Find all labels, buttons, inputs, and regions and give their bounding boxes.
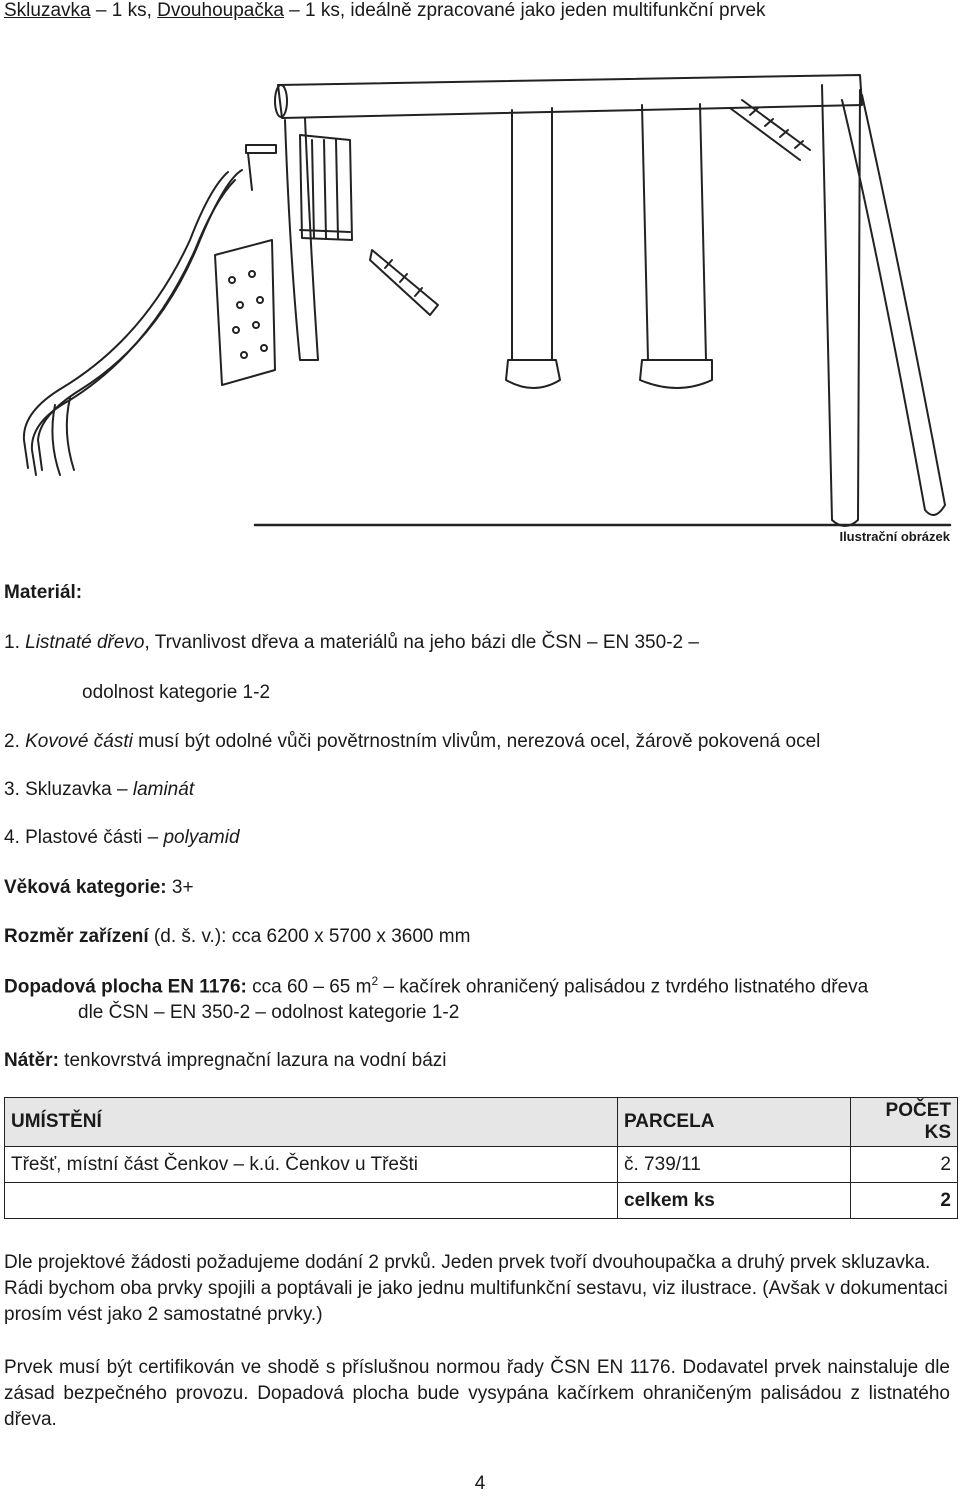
material-item-1-continuation: odolnost kategorie 1-2 [82,682,271,703]
material-item-4: 4. Plastové části – polyamid [4,827,240,848]
location-table [4,1097,958,1219]
heading-swing-qty: – 1 ks, ideálně zpracované jako jeden multifunkční prvek [283,0,766,21]
heading-slide-link: Skluzavka [4,0,91,21]
device-size: Rozměr zařízení (d. š. v.): cca 6200 x 5700 x 3600 mm [4,926,471,947]
table-total-row [5,1183,958,1219]
page-number: 4 [474,1473,486,1494]
material-item-3: 3. Skluzavka – laminát [4,779,195,800]
cell-empty [5,1183,618,1219]
paragraph-request: Dle projektové žádosti požadujeme dodání 2 prvků. Jeden prvek tvoří dvouhoupačka a druhý prvek skluzavka. Rádi bychom oba prvky spojili a poptávali je jako jednu multifunkční sestavu, viz ilustrace. (Avšak v dokumentaci prosím vést jako 2 samostatné prvky.) [4,1252,948,1325]
header-location: UMÍSTĚNÍ [5,1098,618,1147]
material-item-1: 1. Listnaté dřevo, Trvanlivost dřeva a materiálů na jeho bázi dle ČSN – EN 350-2 – [4,632,699,653]
table-row [5,1147,958,1183]
heading-slide-qty: – 1 ks, [90,0,158,21]
total-label: celkem ks [618,1183,851,1219]
material-label: Materiál: [4,582,83,603]
impact-area: Dopadová plocha EN 1176: cca 60 – 65 $m^2$ – kačírek ohraničený palisádou z tvrdého listnatého dřeva [4,974,869,998]
heading-swing-link: Dvouhoupačka [157,0,284,21]
table-header-row [5,1098,958,1147]
page-heading [4,0,766,22]
coating: Nátěr: tenkovrstvá impregnační lazura na vodní bázi [4,1050,447,1071]
age-category: Věková kategorie: 3+ [4,877,194,898]
impact-area-continuation: dle ČSN – EN 350-2 – odolnost kategorie 1-2 [78,1002,460,1023]
playground-illustration [0,60,960,530]
material-item-2: 2. Kovové části musí být odolné vůči povětrnostním vlivům, nerezová ocel, žárově pokovená ocel [4,731,821,752]
cell-location: Třešť, místní část Čenkov – k.ú. Čenkov u Třešti [5,1147,618,1183]
header-count: POČET KS [851,1098,958,1147]
total-value: 2 [851,1183,958,1219]
illustration-caption: Ilustrační obrázek [839,529,950,544]
header-parcel: PARCELA [618,1098,851,1147]
cell-parcel: č. 739/11 [618,1147,851,1183]
cell-count: 2 [851,1147,958,1183]
paragraph-certification: Prvek musí být certifikován ve shodě s příslušnou normou řady ČSN EN 1176. Dodavatel prvek nainstaluje dle zásad bezpečného provozu. Dopadová plocha bude vysypána kačírkem ohraničeným palisádou z listnatého dřeva. [4,1357,950,1430]
